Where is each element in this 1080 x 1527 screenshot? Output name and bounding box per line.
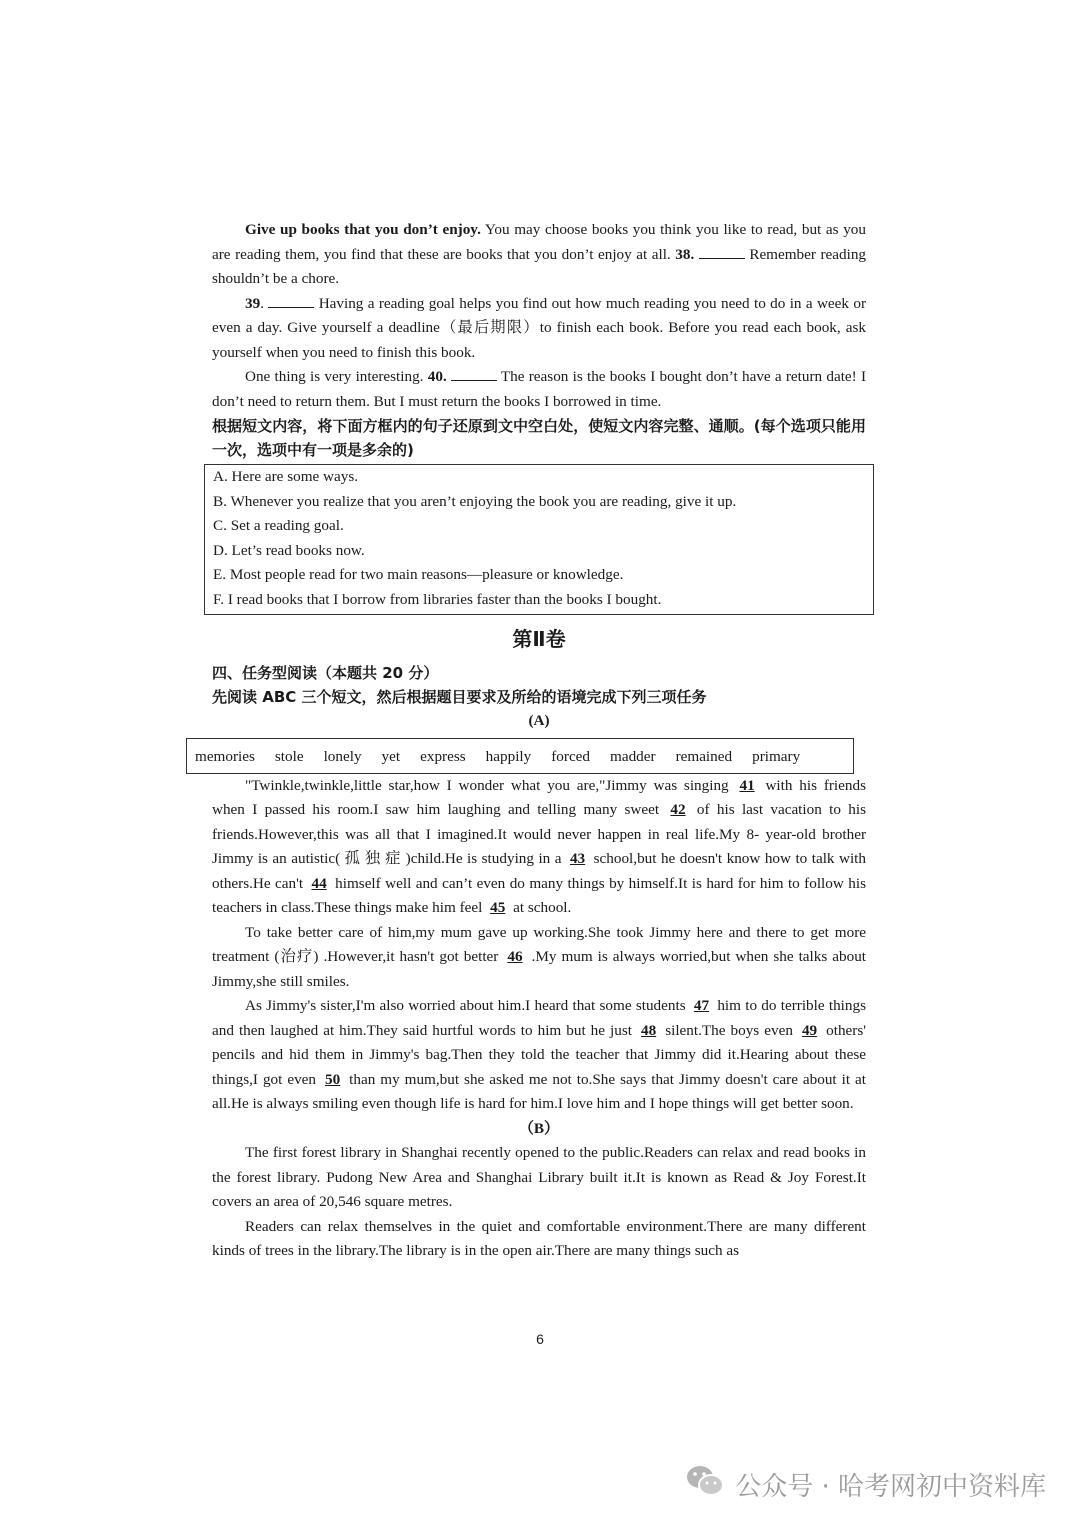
paragraph-39-text: Having a reading goal helps you find out how much reading you need to do in a week or even a day. Give yourself a deadline（最后期限）to finish each book. Before you read each book, ask yourself when you need to finish this book. bbox=[212, 294, 866, 361]
text-run: As Jimmy's sister,I'm also worried about him.I heard that some students bbox=[245, 997, 690, 1014]
passage-b-paragraph-1: The first forest library in Shanghai recently opened to the public.Readers can relax and read books in the forest library. Pudong New Area and Shanghai Library built it.It is known as Read & Joy Forest.It covers an area of 20,546 square metres. bbox=[212, 1144, 866, 1210]
paragraph-40 bbox=[212, 365, 866, 414]
word-bank-item: happily bbox=[485, 747, 532, 765]
text-run: himself well and can’t even do many things by himself.It is hard for him to follow his teachers in class.These things make him feel bbox=[212, 874, 866, 916]
text-run: of his last vacation to his friends.However,this was all that I imagined.It would never happen in real life.My 8- year-old brother Jimmy is an autistic( 孤 独 症 )child.He is studying in a bbox=[212, 801, 866, 867]
option-f: F. I read books that I borrow from libraries faster than the books I bought. bbox=[213, 590, 662, 608]
word-bank-item: remained bbox=[675, 747, 733, 765]
blank-49[interactable]: 49 bbox=[801, 1021, 818, 1039]
question-39-number: 39 bbox=[245, 294, 261, 312]
option-e: E. Most people read for two main reasons—pleasure or knowledge. bbox=[213, 566, 624, 583]
answer-blank-39[interactable] bbox=[268, 293, 314, 308]
blank-46[interactable]: 46 bbox=[507, 948, 523, 965]
part-heading: 四、任务型阅读（本题共 20 分） bbox=[212, 664, 439, 682]
question-39-dot: . bbox=[260, 294, 269, 312]
wechat-icon bbox=[685, 1464, 725, 1505]
word-bank-item: lonely bbox=[323, 747, 362, 765]
option-c: C. Set a reading goal. bbox=[213, 517, 344, 534]
blank-45[interactable]: 45 bbox=[490, 899, 506, 916]
text-run: at school. bbox=[509, 899, 572, 916]
blank-47[interactable]: 47 bbox=[693, 997, 710, 1014]
paragraph-38-lead: Give up books that you don’t enjoy. bbox=[245, 221, 481, 238]
document-body bbox=[195, 218, 867, 1264]
word-bank-item: forced bbox=[551, 747, 591, 765]
watermark bbox=[685, 1464, 1046, 1505]
paragraph-40-text: One thing is very interesting. bbox=[245, 368, 428, 385]
word-bank-item: stole bbox=[274, 747, 304, 765]
blank-41[interactable]: 41 bbox=[739, 776, 755, 794]
text-run: silent.The boys even bbox=[660, 1021, 798, 1039]
text-run: with his friends when I passed his room.I saw him laughing and telling many sweet bbox=[212, 776, 866, 818]
blank-50[interactable]: 50 bbox=[324, 1070, 341, 1088]
blank-42[interactable]: 42 bbox=[670, 801, 686, 818]
paragraph-38 bbox=[212, 218, 866, 292]
text-run: him to do terrible things and then laughed at him.They said hurtful words to him but he just bbox=[212, 997, 866, 1039]
paragraph-39 bbox=[212, 292, 866, 366]
section-title: 第Ⅱ卷 bbox=[512, 627, 566, 651]
watermark-text: 公众号 · 哈考网初中资料库 bbox=[735, 1472, 1046, 1502]
word-bank-item: primary bbox=[752, 747, 801, 765]
word-bank-item: memories bbox=[195, 747, 255, 765]
word-bank-item: madder bbox=[610, 747, 656, 765]
option-d: D. Let’s read books now. bbox=[213, 541, 365, 559]
passage-a-paragraph-2 bbox=[212, 921, 866, 995]
blank-48[interactable]: 48 bbox=[641, 1021, 657, 1039]
text-run: .My mum is always worried,but when she talks about Jimmy,she still smiles. bbox=[212, 948, 867, 990]
word-bank bbox=[186, 738, 854, 774]
blank-43[interactable]: 43 bbox=[569, 850, 586, 867]
word-bank-item: yet bbox=[381, 747, 401, 765]
text-run: others' pencils and hid them in Jimmy's bag.Then they told the teacher that Jimmy did it.Hearing about these things,I got even bbox=[212, 1021, 866, 1088]
text-run: "Twinkle,twinkle,little star,how I wonder what you are,"Jimmy was singing bbox=[245, 776, 736, 794]
paragraph-40-after: The reason is the books I bought don’t have a return date! I don’t need to return them. But I must return the books I borrowed in time. bbox=[212, 368, 867, 410]
passage-a-paragraph-3 bbox=[212, 994, 866, 1117]
blank-44[interactable]: 44 bbox=[311, 874, 327, 892]
options-box bbox=[204, 464, 874, 615]
text-run: school,but he doesn't know how to talk with others.He can't bbox=[212, 850, 867, 892]
passage-b-label: （B） bbox=[518, 1119, 560, 1137]
paragraph-38-text: You may choose books you think you like to read, but as you are reading them, you find that these are books that you don’t enjoy at all. bbox=[212, 221, 866, 263]
passage-b-paragraph-2: Readers can relax themselves in the quiet and comfortable environment.There are many different kinds of trees in the library.The library is in the open air.There are many things such as bbox=[212, 1217, 866, 1259]
passage-a-paragraph-1 bbox=[212, 774, 866, 921]
text-run: To take better care of him,my mum gave up working.She took Jimmy here and there to get more treatment (治疗) .However,it hasn't got better bbox=[212, 923, 866, 965]
matching-instruction: 根据短文内容，将下面方框内的句子还原到文中空白处，使短文内容完整、通顺。(每个选项只能用一次，选项中有一项是多余的) bbox=[212, 417, 866, 459]
word-bank-item: express bbox=[420, 747, 466, 765]
text-run: than my mum,but she asked me not to.She says that Jimmy doesn't care about it at all.He is always smiling even though life is hard for him.I love him and I hope things will get better soon. bbox=[212, 1070, 866, 1112]
passage-a-label: (A) bbox=[528, 712, 550, 729]
option-b: B. Whenever you realize that you aren’t enjoying the book you are reading, give it up. bbox=[213, 492, 737, 510]
answer-blank-38[interactable] bbox=[699, 244, 745, 259]
page-number: 6 bbox=[536, 1331, 544, 1347]
question-38-number: 38. bbox=[675, 245, 695, 263]
part-instruction: 先阅读 ABC 三个短文，然后根据题目要求及所给的语境完成下列三项任务 bbox=[212, 688, 707, 706]
option-a: A. Here are some ways. bbox=[213, 468, 359, 485]
answer-blank-40[interactable] bbox=[451, 366, 497, 381]
question-40-number: 40. bbox=[427, 368, 447, 385]
paragraph-38-after: Remember reading shouldn’t be a chore. bbox=[212, 245, 867, 287]
